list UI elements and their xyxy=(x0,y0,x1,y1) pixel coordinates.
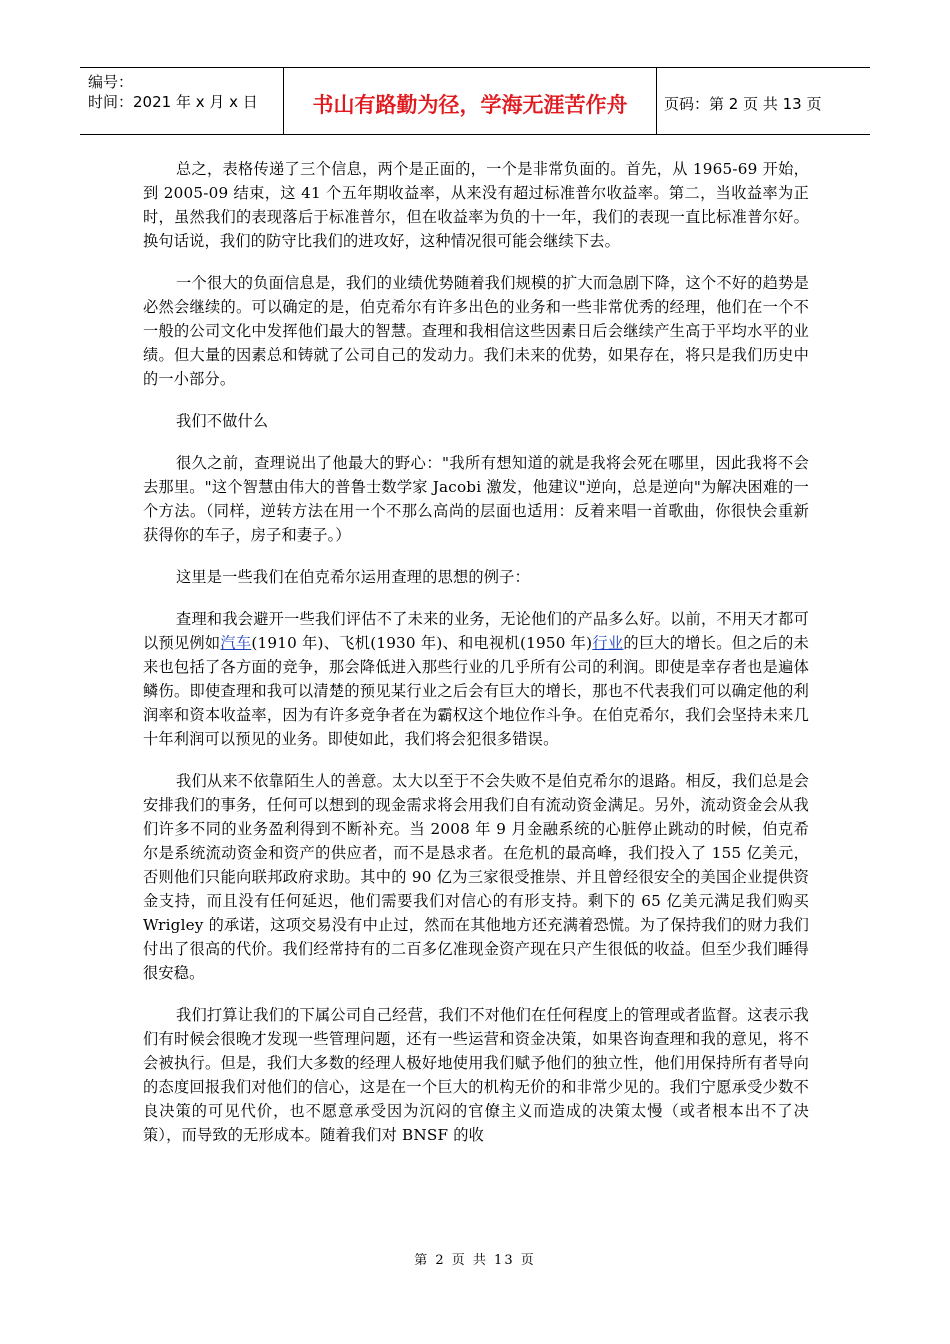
document-number-label: 编号： xyxy=(88,73,134,91)
page-footer: 第 2 页 共 13 页 xyxy=(414,1253,536,1268)
paragraph: 我们从来不依靠陌生人的善意。太大以至于不会失败不是伯克希尔的退路。相反，我们总是会安排我们的事务，任何可以想到的现金需求将会用我们自有流动资金满足。另外，流动资金会从我们许多不同的业务盈利得到不断补充。当 2008 年 9 月金融系统的心脏停止跳动的时候，伯克希尔是系统流动资金和资产的供应者，而不是恳求者。在危机的最高峰，我们投入了 155 亿美元，否则他们只能向联邦政府求助。其中的 90 亿为三家很受推崇、并且曾经很安全的美国企业提供资金支持，而且没有任何延迟，他们需要我们对信心的有形支持。剩下的 65 亿美元满足我们购买 Wrigley 的承诺，这项交易没有中止过，然而在其他地方还充满着恐慌。为了保持我们的财力我们付出了很高的代价。我们经常持有的二百多亿准现金资产现在只产生很低的收益。但至少我们睡得很安稳。 xyxy=(143,772,809,982)
header-page-info: 页码：第 2 页 共 13 页 xyxy=(664,94,822,113)
document-body xyxy=(143,157,809,1165)
paragraph-text: 的巨大的增长。但之后的未来也包括了各方面的竞争，那会降低进入那些行业的几乎所有公司的利润。即使是幸存者也是遍体鳞伤。即使查理和我可以清楚的预见某行业之后会有巨大的增长，那也不代表我们可以确定他的利润率和资本收益率，因为有许多竞争者在为霸权这个地位作斗争。在伯克希尔，我们会坚持未来几十年利润可以预见的业务。即使如此，我们将会犯很多错误。 xyxy=(143,634,810,748)
automobile-link[interactable]: 汽车 xyxy=(220,634,252,652)
section-heading: 我们不做什么 xyxy=(176,412,269,430)
paragraph: 这里是一些我们在伯克希尔运用查理的思想的例子： xyxy=(176,568,530,586)
paragraph: 我们打算让我们的下属公司自己经营，我们不对他们在任何程度上的管理或者监督。这表示我们有时候会很晚才发现一些管理问题，还有一些运营和资金决策，如果咨询查理和我的意见，将不会被执行。但是，我们大多数的经理人极好地使用我们赋予他们的独立性，他们用保持所有者导向的态度回报我们对他们的信心，这是在一个巨大的机构无价的和非常少见的。我们宁愿承受少数不良决策的可见代价，也不愿意承受因为沉闷的官僚主义而造成的决策太慢（或者根本出不了决策），而导致的无形成本。随着我们对 BNSF 的收 xyxy=(143,1006,809,1144)
header-motto: 书山有路勤为径，学海无涯苦作舟 xyxy=(284,68,657,134)
paragraph-text: 查理和我会避开一些我们评估不了未来的业务，无论他们的产品多么好。以前，不用天才都可以预见例如 xyxy=(143,610,809,652)
paragraph-text: (1910 年)、飞机(1930 年)、和电视机(1950 年) xyxy=(251,634,593,652)
industry-link[interactable]: 行业 xyxy=(592,634,624,652)
paragraph: 很久之前，查理说出了他最大的野心："我所有想知道的就是我将会死在哪里，因此我将不会去那里。"这个智慧由伟大的普鲁士数学家 Jacobi 激发，他建议"逆向，总是逆向"为解决困难的一个方法。（同样，逆转方法在用一个不那么高尚的层面也适用：反着来唱一首歌曲，你很快会重新获得你的车子，房子和妻子。） xyxy=(143,454,809,544)
paragraph-with-links xyxy=(143,607,809,751)
document-date: 时间：2021 年 x 月 x 日 xyxy=(88,93,258,111)
page-header xyxy=(80,67,870,135)
header-meta xyxy=(80,68,284,134)
paragraph: 一个很大的负面信息是，我们的业绩优势随着我们规模的扩大而急剧下降，这个不好的趋势是必然会继续的。可以确定的是，伯克希尔有许多出色的业务和一些非常优秀的经理，他们在一个不一般的公司文化中发挥他们最大的智慧。查理和我相信这些因素日后会继续产生高于平均水平的业绩。但大量的因素总和铸就了公司自己的发动力。我们未来的优势，如果存在，将只是我们历史中的一小部分。 xyxy=(143,274,809,388)
paragraph: 总之，表格传递了三个信息，两个是正面的，一个是非常负面的。首先，从 1965-69 开始，到 2005-09 结束，这 41 个五年期收益率，从来没有超过标准普尔收益率。第二，当收益率为正时，虽然我们的表现落后于标准普尔，但在收益率为负的十一年，我们的表现一直比标准普尔好。换句话说，我们的防守比我们的进攻好，这种情况很可能会继续下去。 xyxy=(143,160,809,250)
